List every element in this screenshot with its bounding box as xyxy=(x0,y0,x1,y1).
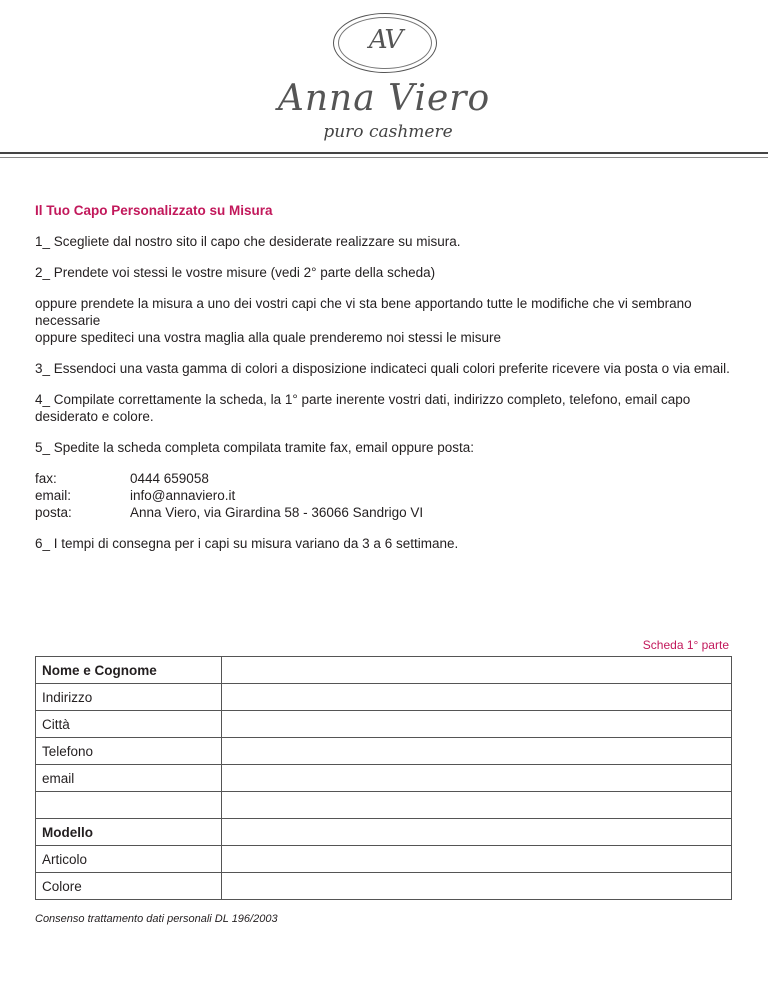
fax-number: 0444 659058 xyxy=(130,471,209,486)
form-label-city: Città xyxy=(36,711,222,738)
form-label-phone: Telefono xyxy=(36,738,222,765)
form-row-city xyxy=(36,711,732,738)
form-row-phone xyxy=(36,738,732,765)
contact-label: posta: xyxy=(35,505,72,520)
header-divider xyxy=(0,152,768,154)
brand-tagline: puro cashmere xyxy=(323,122,453,142)
form-field-color[interactable] xyxy=(222,873,732,900)
step-4: 4_ Compilate correttamente la scheda, la 1° parte inerente vostri dati, indirizzo completo, telefono, email capo desiderato e colore. xyxy=(35,392,691,424)
form-field-phone[interactable] xyxy=(222,738,732,765)
form-field-address[interactable] xyxy=(222,684,732,711)
form-field-article[interactable] xyxy=(222,846,732,873)
form-row-address xyxy=(36,684,732,711)
form-field-model[interactable] xyxy=(222,819,732,846)
step-3: 3_ Essendoci una vasta gamma di colori a disposizione indicateci quali colori preferite ricevere via posta o via email. xyxy=(35,361,730,376)
form-label-blank xyxy=(36,792,222,819)
form-row-color xyxy=(36,873,732,900)
customer-form xyxy=(35,656,732,900)
contact-label: email: xyxy=(35,488,72,503)
form-row-email xyxy=(36,765,732,792)
logo-emblem xyxy=(333,13,437,73)
step-5: 5_ Spedite la scheda completa compilata tramite fax, email oppure posta: xyxy=(35,440,474,455)
brand-name: Anna Viero xyxy=(277,78,491,119)
form-label-model: Modello xyxy=(36,819,222,846)
contact-list xyxy=(35,470,735,521)
form-field-blank[interactable] xyxy=(222,792,732,819)
form-label-email: email xyxy=(36,765,222,792)
form-row-name xyxy=(36,657,732,684)
alternative-2: oppure spediteci una vostra maglia alla quale prenderemo noi stessi le misure xyxy=(35,330,502,345)
form-row-blank xyxy=(36,792,732,819)
step-2: 2_ Prendete voi stessi le vostre misure (vedi 2° parte della scheda) xyxy=(35,265,436,280)
logo-monogram: AV xyxy=(368,25,402,55)
postal-address: Anna Viero, via Girardina 58 - 36066 Sandrigo VI xyxy=(130,505,424,520)
form-field-name[interactable] xyxy=(222,657,732,684)
form-field-email[interactable] xyxy=(222,765,732,792)
form-label-name: Nome e Cognome xyxy=(36,657,222,684)
form-label-color: Colore xyxy=(36,873,222,900)
step-6: 6_ I tempi di consegna per i capi su misura variano da 3 a 6 settimane. xyxy=(35,536,459,551)
contact-row-fax xyxy=(35,470,735,487)
form-row-model xyxy=(36,819,732,846)
privacy-consent-note: Consenso trattamento dati personali DL 196/2003 xyxy=(35,913,278,925)
form-section-label: Scheda 1° parte xyxy=(642,638,729,652)
page-title: Il Tuo Capo Personalizzato su Misura xyxy=(35,203,273,218)
form-label-address: Indirizzo xyxy=(36,684,222,711)
contact-label: fax: xyxy=(35,471,57,486)
contact-row-post xyxy=(35,504,735,521)
contact-row-email xyxy=(35,487,735,504)
alternative-1: oppure prendete la misura a uno dei vostri capi che vi sta bene apportando tutte le modifiche che vi sembrano necessarie xyxy=(35,296,692,328)
header-divider-thin xyxy=(0,157,768,158)
form-field-city[interactable] xyxy=(222,711,732,738)
header xyxy=(0,0,768,150)
instructions xyxy=(35,202,735,566)
step-1: 1_ Scegliete dal nostro sito il capo che desiderate realizzare su misura. xyxy=(35,234,461,249)
alternatives xyxy=(35,295,735,346)
form-row-article xyxy=(36,846,732,873)
email-address[interactable]: info@annaviero.it xyxy=(130,488,236,503)
form-label-article: Articolo xyxy=(36,846,222,873)
